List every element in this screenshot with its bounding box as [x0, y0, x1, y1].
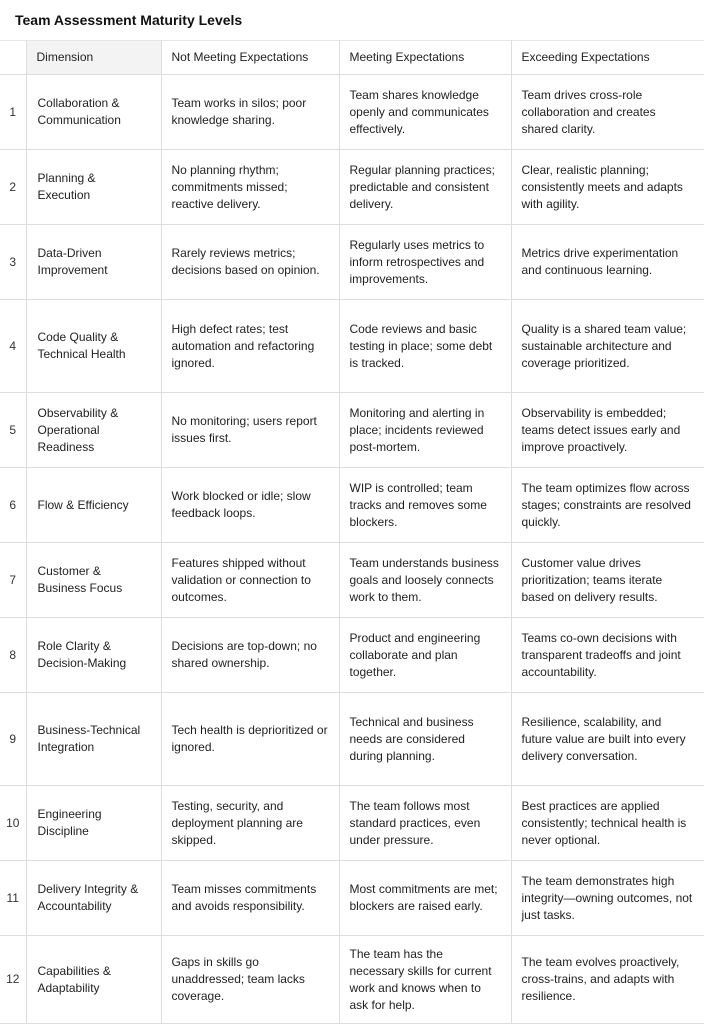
row-number: 5 [0, 393, 26, 468]
dimension-cell: Planning & Execution [26, 150, 161, 225]
not-meeting-cell: Gaps in skills go unaddressed; team lacks coverage. [161, 936, 339, 1024]
row-number: 6 [0, 468, 26, 543]
exceeding-cell: Clear, realistic planning; consistently meets and adapts with agility. [511, 150, 704, 225]
dimension-cell: Observability & Operational Readiness [26, 393, 161, 468]
exceeding-cell: Best practices are applied consistently; technical health is never optional. [511, 786, 704, 861]
header-number [0, 41, 26, 75]
table-row [0, 300, 704, 393]
exceeding-cell: The team optimizes flow across stages; constraints are resolved quickly. [511, 468, 704, 543]
table-row [0, 225, 704, 300]
not-meeting-cell: Work blocked or idle; slow feedback loops. [161, 468, 339, 543]
row-number: 8 [0, 618, 26, 693]
exceeding-cell: Customer value drives prioritization; teams iterate based on delivery results. [511, 543, 704, 618]
meeting-cell: WIP is controlled; team tracks and removes some blockers. [339, 468, 511, 543]
table-row [0, 618, 704, 693]
table-row [0, 75, 704, 150]
table-row [0, 468, 704, 543]
meeting-cell: Monitoring and alerting in place; incidents reviewed post-mortem. [339, 393, 511, 468]
dimension-cell: Capabilities & Adaptability [26, 936, 161, 1024]
table-row [0, 693, 704, 786]
meeting-cell: Code reviews and basic testing in place; some debt is tracked. [339, 300, 511, 393]
not-meeting-cell: No planning rhythm; commitments missed; reactive delivery. [161, 150, 339, 225]
dimension-cell: Business-Technical Integration [26, 693, 161, 786]
dimension-cell: Delivery Integrity & Accountability [26, 861, 161, 936]
table-row [0, 861, 704, 936]
meeting-cell: Team shares knowledge openly and communicates effectively. [339, 75, 511, 150]
dimension-cell: Flow & Efficiency [26, 468, 161, 543]
dimension-cell: Data-Driven Improvement [26, 225, 161, 300]
row-number: 11 [0, 861, 26, 936]
header-not-meeting: Not Meeting Expectations [161, 41, 339, 75]
row-number: 9 [0, 693, 26, 786]
not-meeting-cell: Tech health is deprioritized or ignored. [161, 693, 339, 786]
exceeding-cell: Quality is a shared team value; sustainable architecture and coverage prioritized. [511, 300, 704, 393]
not-meeting-cell: No monitoring; users report issues first. [161, 393, 339, 468]
dimension-cell: Engineering Discipline [26, 786, 161, 861]
table-row [0, 786, 704, 861]
exceeding-cell: The team demonstrates high integrity—owning outcomes, not just tasks. [511, 861, 704, 936]
meeting-cell: Most commitments are met; blockers are raised early. [339, 861, 511, 936]
not-meeting-cell: Team works in silos; poor knowledge sharing. [161, 75, 339, 150]
table-row [0, 543, 704, 618]
row-number: 3 [0, 225, 26, 300]
not-meeting-cell: Team misses commitments and avoids responsibility. [161, 861, 339, 936]
exceeding-cell: The team evolves proactively, cross-trains, and adapts with resilience. [511, 936, 704, 1024]
dimension-cell: Role Clarity & Decision-Making [26, 618, 161, 693]
header-meeting: Meeting Expectations [339, 41, 511, 75]
page-title: Team Assessment Maturity Levels [15, 12, 243, 28]
meeting-cell: The team follows most standard practices, even under pressure. [339, 786, 511, 861]
maturity-table [0, 40, 704, 1024]
meeting-cell: The team has the necessary skills for current work and knows when to ask for help. [339, 936, 511, 1024]
meeting-cell: Product and engineering collaborate and plan together. [339, 618, 511, 693]
table-row [0, 150, 704, 225]
header-exceeding: Exceeding Expectations [511, 41, 704, 75]
dimension-cell: Customer & Business Focus [26, 543, 161, 618]
exceeding-cell: Metrics drive experimentation and continuous learning. [511, 225, 704, 300]
exceeding-cell: Team drives cross-role collaboration and creates shared clarity. [511, 75, 704, 150]
row-number: 4 [0, 300, 26, 393]
row-number: 10 [0, 786, 26, 861]
not-meeting-cell: Rarely reviews metrics; decisions based on opinion. [161, 225, 339, 300]
dimension-cell: Collaboration & Communication [26, 75, 161, 150]
meeting-cell: Regularly uses metrics to inform retrospectives and improvements. [339, 225, 511, 300]
header-row [0, 41, 704, 75]
row-number: 7 [0, 543, 26, 618]
header-dimension: Dimension [26, 41, 161, 75]
meeting-cell: Technical and business needs are considered during planning. [339, 693, 511, 786]
exceeding-cell: Resilience, scalability, and future value are built into every delivery conversation. [511, 693, 704, 786]
exceeding-cell: Observability is embedded; teams detect issues early and improve proactively. [511, 393, 704, 468]
row-number: 2 [0, 150, 26, 225]
not-meeting-cell: Features shipped without validation or connection to outcomes. [161, 543, 339, 618]
table-body [0, 75, 704, 1024]
not-meeting-cell: Decisions are top-down; no shared ownership. [161, 618, 339, 693]
exceeding-cell: Teams co-own decisions with transparent tradeoffs and joint accountability. [511, 618, 704, 693]
table-row [0, 936, 704, 1024]
dimension-cell: Code Quality & Technical Health [26, 300, 161, 393]
row-number: 1 [0, 75, 26, 150]
table-row [0, 393, 704, 468]
meeting-cell: Team understands business goals and loosely connects work to them. [339, 543, 511, 618]
meeting-cell: Regular planning practices; predictable and consistent delivery. [339, 150, 511, 225]
row-number: 12 [0, 936, 26, 1024]
not-meeting-cell: Testing, security, and deployment planning are skipped. [161, 786, 339, 861]
not-meeting-cell: High defect rates; test automation and refactoring ignored. [161, 300, 339, 393]
